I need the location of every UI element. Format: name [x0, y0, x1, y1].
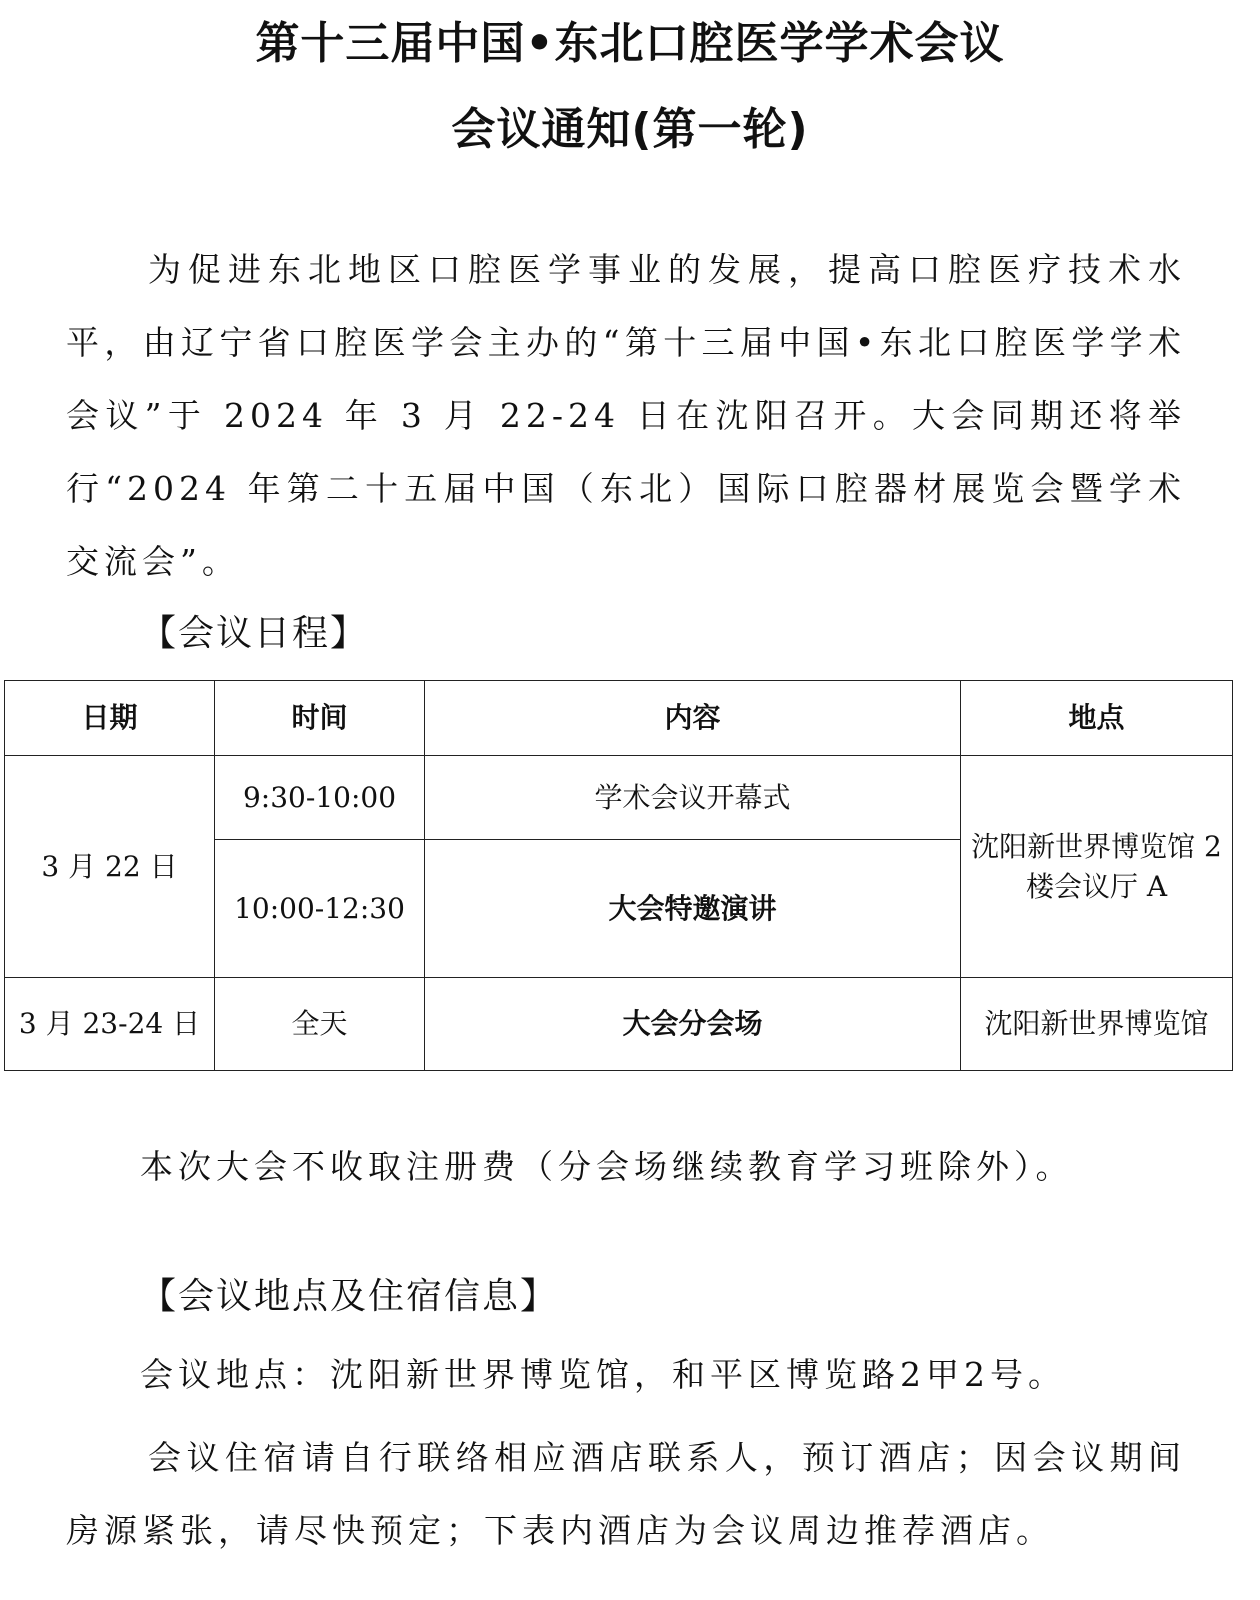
intro-paragraph: 为促进东北地区口腔医学事业的发展，提高口腔医疗技术水平，由辽宁省口腔医学会主办的“第十三届中国•东北口腔医学学术会议”于 2024 年 3 月 22-24 日在沈阳召开。大会同期还将举行“2024 年第二十五届中国（东北）国际口腔器材展览会暨学术交流会”。	[66, 250, 1186, 581]
schedule-heading: 【会议日程】	[140, 613, 369, 654]
session1-time: 9:30-10:00	[215, 756, 425, 840]
header-content: 内容	[425, 681, 961, 756]
day1-venue: 沈阳新世界博览馆 2 楼会议厅 A	[961, 756, 1233, 978]
venue-address: 会议地点：沈阳新世界博览馆，和平区博览路2甲2号。	[140, 1355, 1066, 1394]
day1-date: 3 月 22 日	[5, 756, 215, 978]
header-date: 日期	[5, 681, 215, 756]
day2-content: 大会分会场	[425, 978, 961, 1071]
day2-date: 3 月 23-24 日	[5, 978, 215, 1071]
schedule-table	[4, 680, 1233, 1071]
notice-subtitle: 会议通知(第一轮)	[451, 104, 809, 155]
table-row	[5, 978, 1233, 1071]
session2-content: 大会特邀演讲	[425, 840, 961, 978]
table-header-row	[5, 681, 1233, 756]
header-venue: 地点	[961, 681, 1233, 756]
session2-time: 10:00-12:30	[215, 840, 425, 978]
notice-title: 第十三届中国•东北口腔医学学术会议	[255, 18, 1005, 69]
table-row	[5, 756, 1233, 840]
venue-heading: 【会议地点及住宿信息】	[140, 1276, 559, 1317]
lodging-paragraph: 会议住宿请自行联络相应酒店联系人，预订酒店；因会议期间房源紧张，请尽快预定；下表内酒店为会议周边推荐酒店。	[66, 1438, 1186, 1550]
session1-content: 学术会议开幕式	[425, 756, 961, 840]
day2-time: 全天	[215, 978, 425, 1071]
header-time: 时间	[215, 681, 425, 756]
fee-note: 本次大会不收取注册费（分会场继续教育学习班除外）。	[140, 1147, 1074, 1186]
day2-venue: 沈阳新世界博览馆	[961, 978, 1233, 1071]
